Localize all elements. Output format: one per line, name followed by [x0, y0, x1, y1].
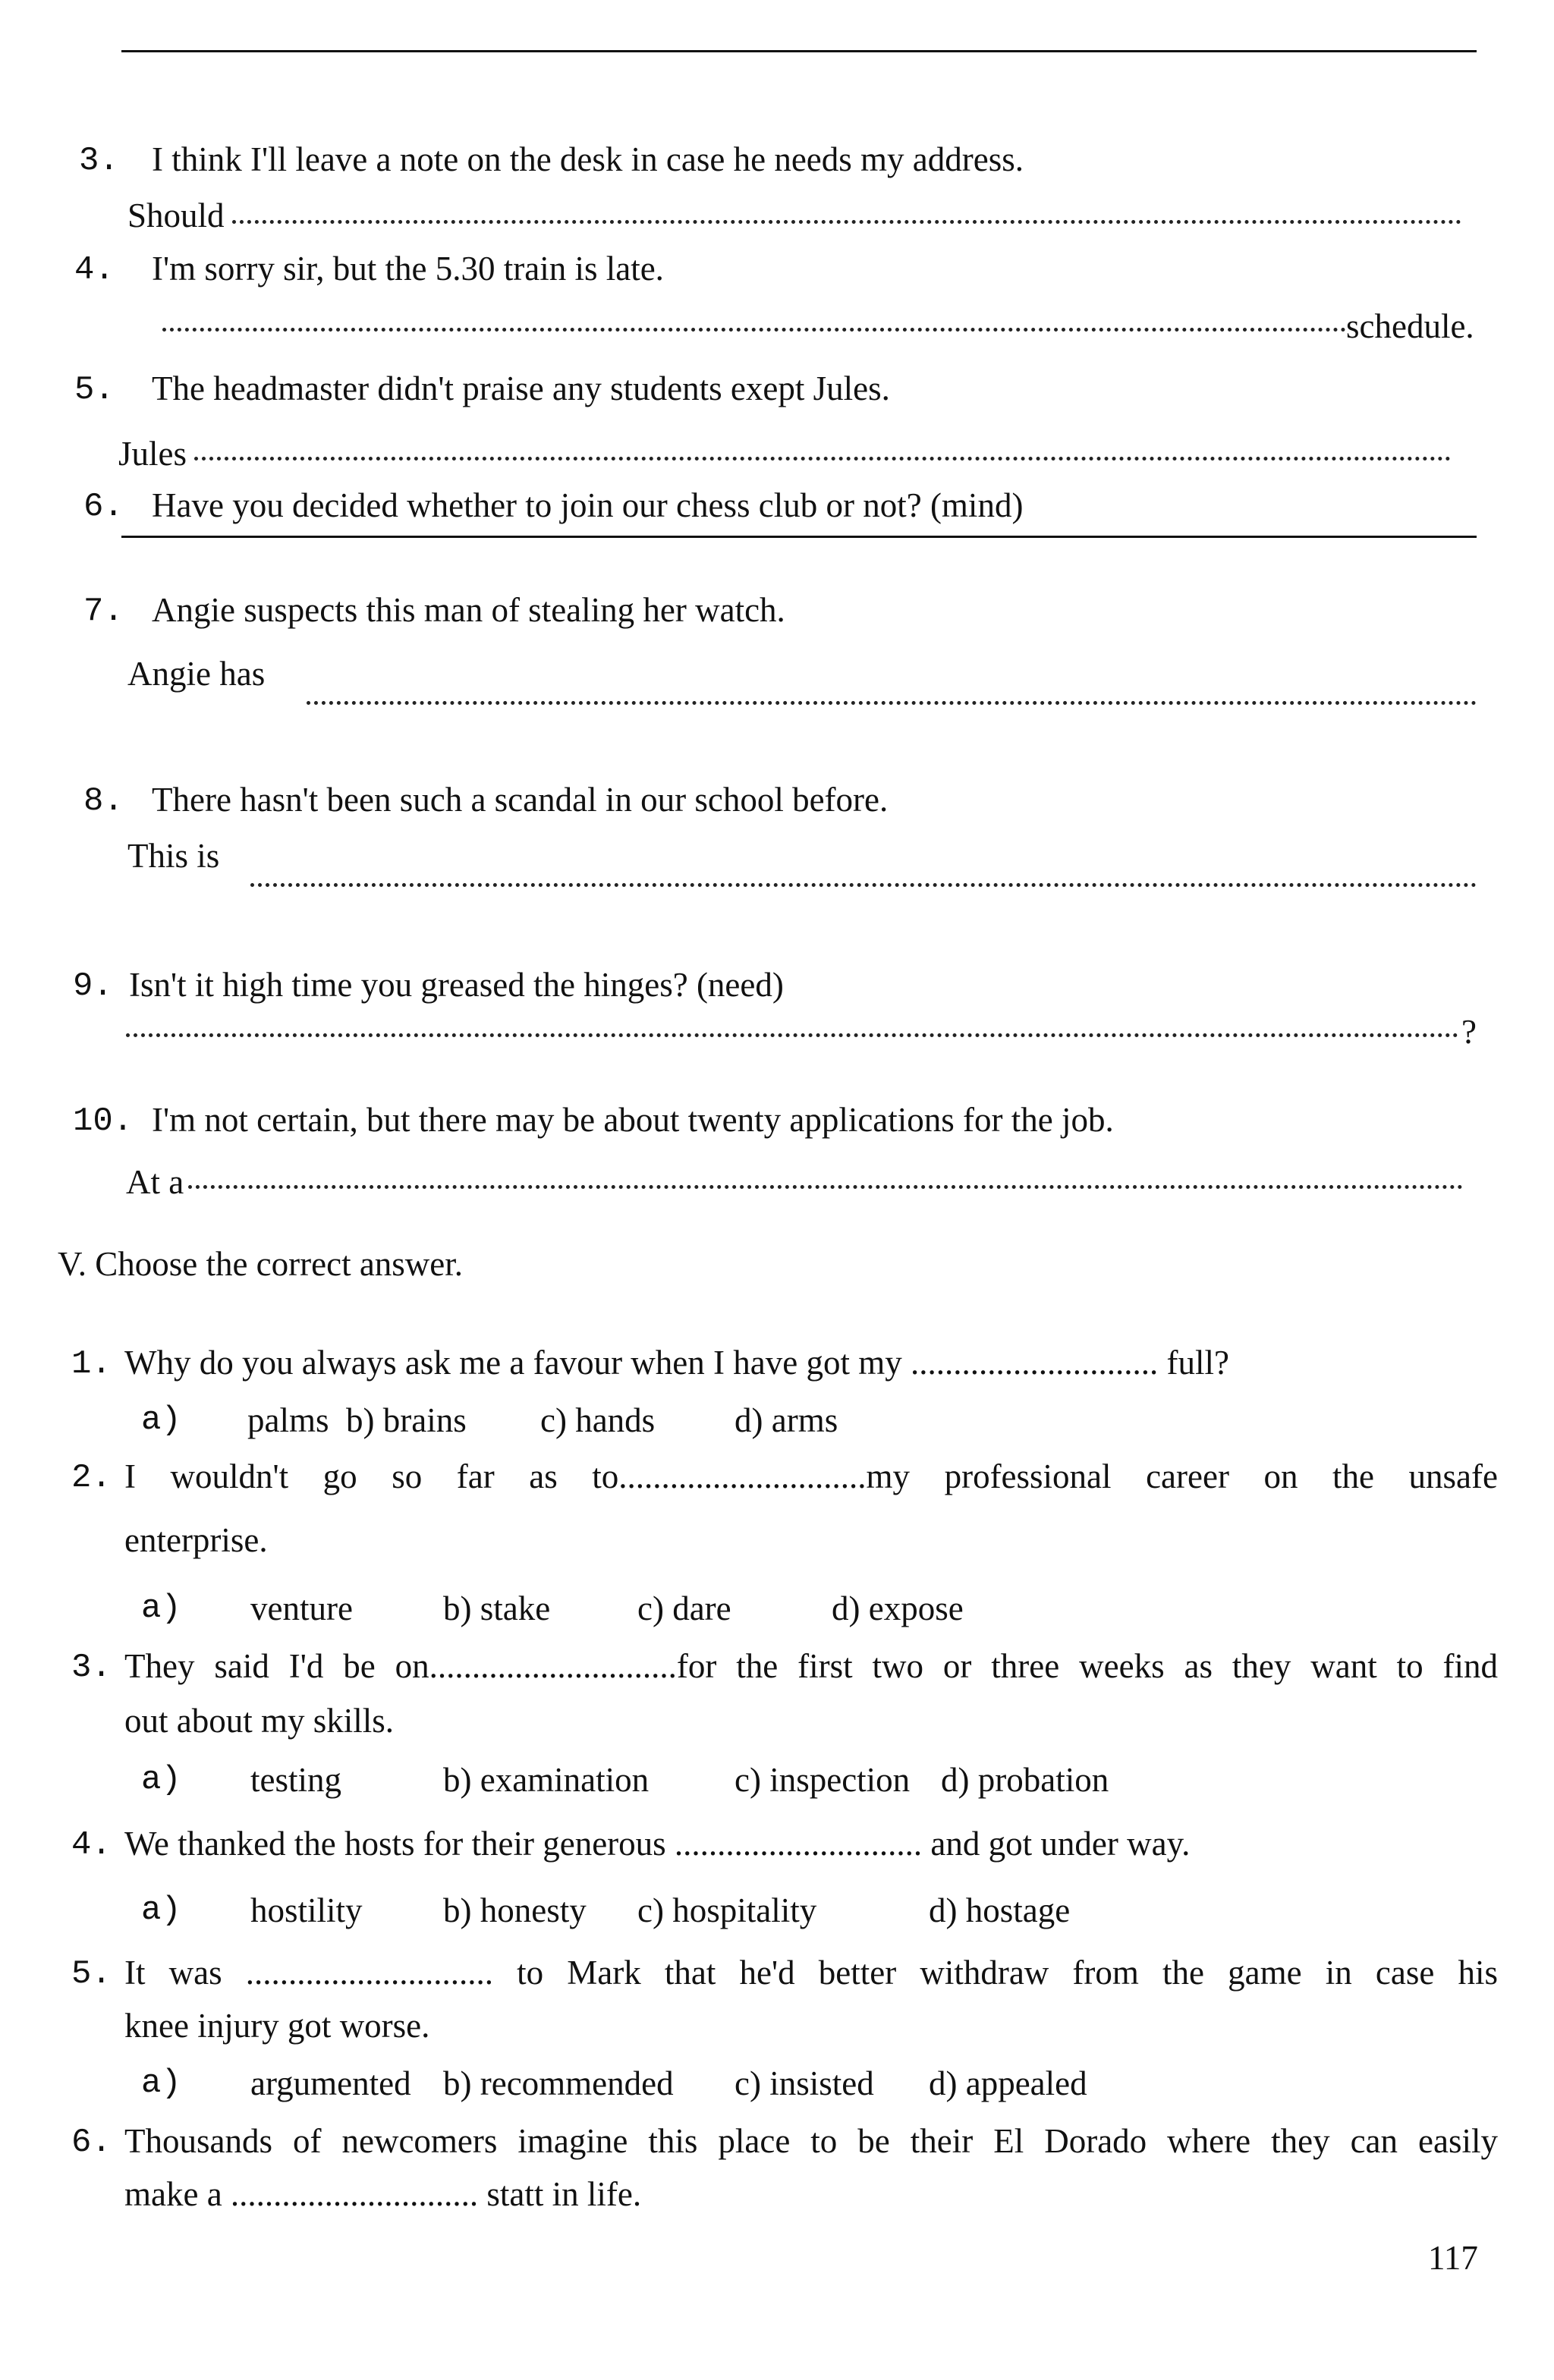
item-number: 4.: [74, 251, 115, 289]
item-sentence: There hasn't been such a scandal in our school before.: [152, 781, 889, 819]
item-sentence: I'm sorry sir, but the 5.30 train is late.: [152, 250, 664, 288]
top-answer-line: [121, 50, 1477, 52]
option-a[interactable]: venture: [250, 1589, 353, 1627]
question-text-cont: enterprise.: [124, 1521, 268, 1559]
option-c[interactable]: c) inspection: [735, 1761, 911, 1799]
item-number: 8.: [83, 782, 124, 820]
question-text: They said I'd be on.............................for the first two or three weeks as they want to find: [124, 1647, 1498, 1685]
question-text: Why do you always ask me a favour when I have got my ............................. full?: [124, 1344, 1229, 1382]
option-d[interactable]: d) arms: [735, 1401, 838, 1439]
answer-lead: This is: [127, 837, 220, 875]
question-text: It was ............................. to Mark that he'd better withdraw from the game in case his: [124, 1954, 1498, 1992]
option-a[interactable]: testing: [250, 1761, 341, 1799]
answer-tail: schedule.: [1346, 307, 1474, 345]
question-text-cont: out about my skills.: [124, 1702, 395, 1740]
answer-lead: Should: [127, 196, 225, 234]
answer-tail: ?: [1461, 1013, 1477, 1051]
answer-dotted-line[interactable]: [188, 1185, 1463, 1189]
question-text-cont: make a ............................. statt in life.: [124, 2175, 642, 2213]
answer-dotted-line[interactable]: [162, 328, 1346, 332]
question-number: 6.: [71, 2124, 112, 2161]
item-number: 5.: [74, 371, 115, 409]
item-number: 10.: [73, 1102, 134, 1140]
question-text: I wouldn't go so far as to.............................my professional career on the unsafe: [124, 1457, 1498, 1495]
question-text: Thousands of newcomers imagine this place to be their El Dorado where they can easily: [124, 2122, 1498, 2160]
option-a-label[interactable]: a): [141, 1401, 181, 1439]
answer-dotted-line[interactable]: [307, 701, 1477, 705]
answer-line[interactable]: [121, 536, 1477, 538]
option-c[interactable]: c) hands: [540, 1401, 656, 1439]
question-number: 2.: [71, 1459, 112, 1497]
option-c[interactable]: c) dare: [637, 1589, 731, 1627]
answer-lead: Jules: [118, 435, 187, 473]
section-heading: V. Choose the correct answer.: [58, 1245, 464, 1283]
option-d[interactable]: d) appealed: [929, 2064, 1087, 2102]
answer-dotted-line[interactable]: [232, 220, 1461, 224]
question-number: 3.: [71, 1649, 112, 1687]
option-b[interactable]: b) honesty: [443, 1891, 587, 1929]
question-number: 4.: [71, 1826, 112, 1864]
item-sentence: Angie suspects this man of stealing her watch.: [152, 591, 785, 629]
item-sentence: Have you decided whether to join our chess club or not? (mind): [152, 486, 1024, 524]
option-c[interactable]: c) insisted: [735, 2064, 874, 2102]
item-sentence: I think I'll leave a note on the desk in case he needs my address.: [152, 140, 1024, 178]
option-d[interactable]: d) hostage: [929, 1891, 1071, 1929]
question-text-cont: knee injury got worse.: [124, 2007, 430, 2045]
item-sentence: Isn't it high time you greased the hinges? (need): [129, 966, 784, 1004]
option-b[interactable]: b) examination: [443, 1761, 650, 1799]
option-a[interactable]: hostility: [250, 1891, 363, 1929]
option-b[interactable]: b) recommended: [443, 2064, 674, 2102]
option-b[interactable]: b) brains: [346, 1401, 467, 1439]
answer-dotted-line[interactable]: [194, 457, 1451, 461]
option-a[interactable]: argumented: [250, 2064, 411, 2102]
option-d[interactable]: d) expose: [832, 1589, 964, 1627]
question-number: 1.: [71, 1345, 112, 1383]
option-a-label[interactable]: a): [141, 1589, 181, 1627]
page-number: 117: [1428, 2239, 1478, 2277]
item-number: 6.: [83, 488, 124, 526]
question-number: 5.: [71, 1955, 112, 1993]
answer-lead: At a: [126, 1163, 184, 1201]
option-a[interactable]: palms: [247, 1401, 329, 1439]
item-sentence: I'm not certain, but there may be about twenty applications for the job.: [152, 1101, 1114, 1139]
option-d[interactable]: d) probation: [941, 1761, 1109, 1799]
option-a-label[interactable]: a): [141, 1761, 181, 1799]
option-c[interactable]: c) hospitality: [637, 1891, 817, 1929]
option-b[interactable]: b) stake: [443, 1589, 551, 1627]
option-a-label[interactable]: a): [141, 1891, 181, 1929]
answer-lead: Angie has: [127, 655, 266, 693]
question-text: We thanked the hosts for their generous ............................. and got under way.: [124, 1825, 1191, 1863]
item-number: 7.: [83, 593, 124, 630]
item-number: 3.: [79, 142, 119, 180]
answer-dotted-line[interactable]: [126, 1033, 1458, 1037]
option-a-label[interactable]: a): [141, 2064, 181, 2102]
item-sentence: The headmaster didn't praise any students exept Jules.: [152, 369, 890, 407]
answer-dotted-line[interactable]: [250, 883, 1477, 887]
item-number: 9.: [73, 967, 113, 1005]
